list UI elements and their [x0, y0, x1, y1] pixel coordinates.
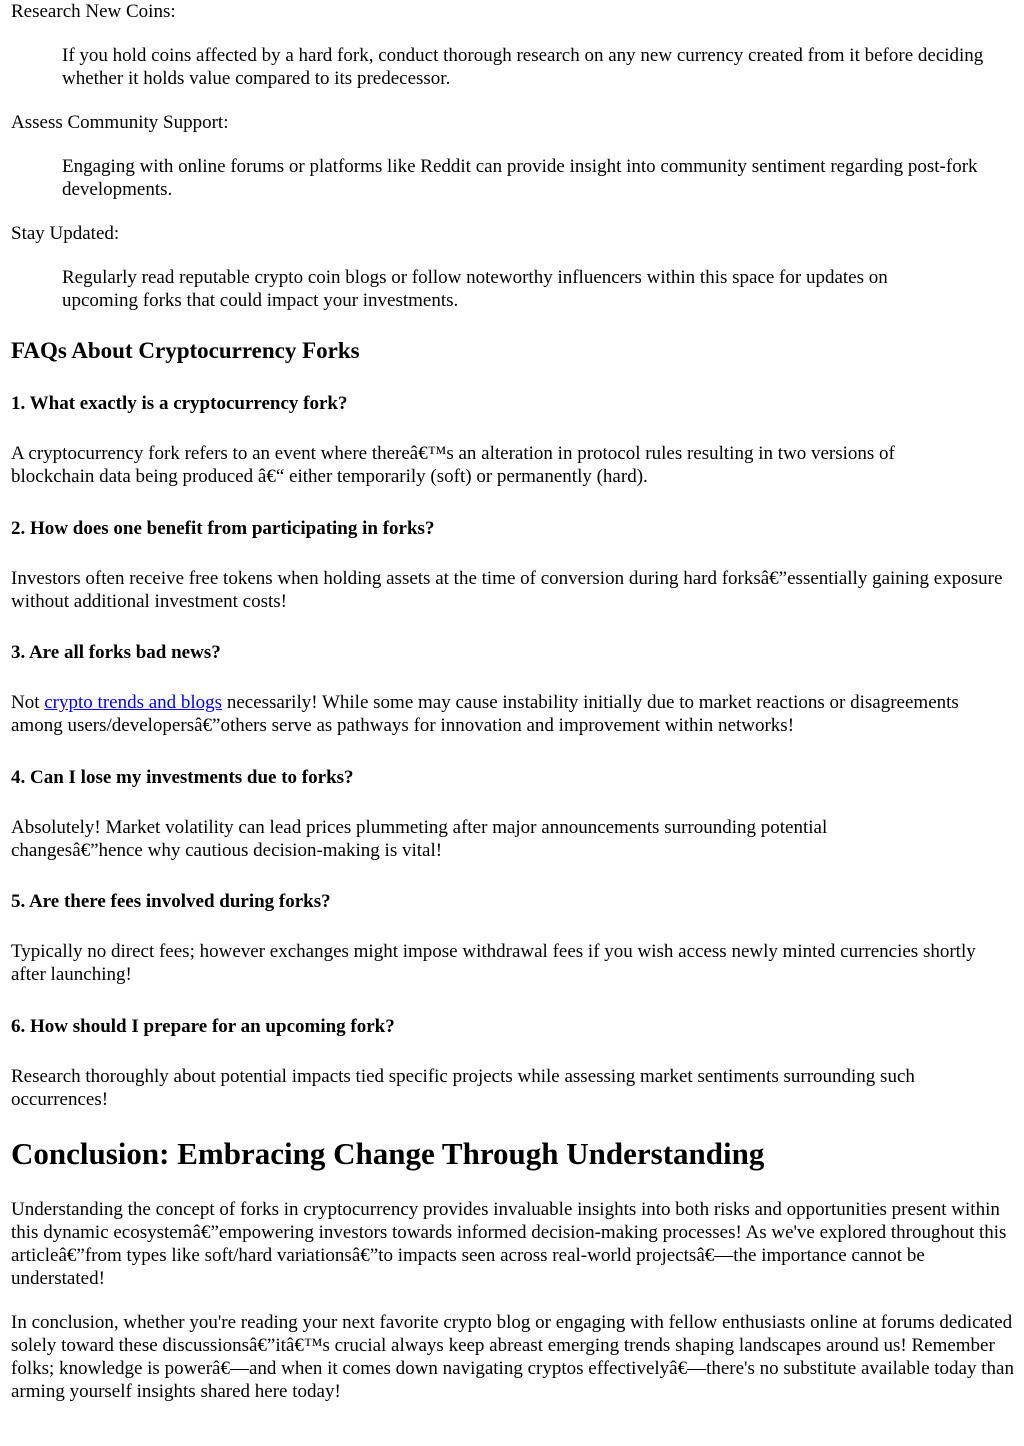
faq-question-5: 5. Are there fees involved during forks?	[11, 891, 331, 912]
faq-answer-3	[11, 691, 988, 737]
conclusion-heading: Conclusion: Embracing Change Through Understanding	[11, 1136, 765, 1171]
faq-answer-2: Investors often receive free tokens when holding assets at the time of conversion during hard forksâ€”essentially gaining exposure without additional investment costs!	[11, 568, 1003, 612]
faq-question-1: 1. What exactly is a cryptocurrency fork?	[11, 393, 348, 414]
tip-desc-updated: Regularly read reputable crypto coin blogs or follow noteworthy influencers within this space for updates on upcoming forks that could impact your investments.	[62, 267, 888, 311]
faq-answer-5: Typically no direct fees; however exchanges might impose withdrawal fees if you wish access newly minted currencies shortly after launching!	[11, 941, 976, 985]
faq-question-3: 3. Are all forks bad news?	[11, 642, 221, 663]
tip-desc-community: Engaging with online forums or platforms like Reddit can provide insight into community sentiment regarding post-fork developments.	[62, 156, 978, 200]
faq-question-6: 6. How should I prepare for an upcoming fork?	[11, 1016, 395, 1037]
faq-answer-3-text-after: necessarily! While some may cause instability initially due to market reactions or disagreements among users/developersâ€”others serve as pathways for innovation and improvement within networks!	[11, 692, 959, 736]
conclusion-paragraph-2: In conclusion, whether you're reading your next favorite crypto blog or engaging with fellow enthusiasts online at forums dedicated solely toward these discussionsâ€”itâ€™s crucial always keep abreast emerging trends shaping landscapes around us! Remember folks; knowledge is powerâ€—and when it comes down navigating cryptos effectivelyâ€—there's no substitute available today than arming yourself insights shared here today!	[11, 1312, 1014, 1402]
faq-question-2: 2. How does one benefit from participating in forks?	[11, 518, 435, 539]
crypto-trends-link[interactable]: crypto trends and blogs	[44, 692, 223, 713]
tip-desc-research: If you hold coins affected by a hard fork, conduct thorough research on any new currency created from it before deciding whether it holds value compared to its predecessor.	[62, 45, 984, 89]
faq-answer-6: Research thoroughly about potential impacts tied specific projects while assessing market sentiments surrounding such occurrences!	[11, 1066, 915, 1110]
tip-term-community: Assess Community Support:	[11, 112, 229, 133]
faq-answer-4: Absolutely! Market volatility can lead prices plummeting after major announcements surrounding potential changesâ€”hence why cautious decision-making is vital!	[11, 817, 828, 861]
faq-answer-3-text-before: Not	[11, 692, 45, 713]
faq-heading: FAQs About Cryptocurrency Forks	[11, 338, 360, 363]
tip-term-research: Research New Coins:	[11, 1, 176, 22]
faq-question-4: 4. Can I lose my investments due to forks?	[11, 767, 354, 788]
conclusion-paragraph-1: Understanding the concept of forks in cryptocurrency provides invaluable insights into both risks and opportunities present within this dynamic ecosystemâ€”empowering investors towards informed decision-making processes! As we've explored throughout this articleâ€”from types like soft/hard variationsâ€”to impacts seen across real-world projectsâ€—the importance cannot be understated!	[11, 1199, 1007, 1289]
faq-answer-1: A cryptocurrency fork refers to an event where thereâ€™s an alteration in protocol rules resulting in two versions of blockchain data being produced â€“ either temporarily (soft) or permanently (hard).	[11, 443, 895, 487]
tip-term-updated: Stay Updated:	[11, 223, 120, 244]
